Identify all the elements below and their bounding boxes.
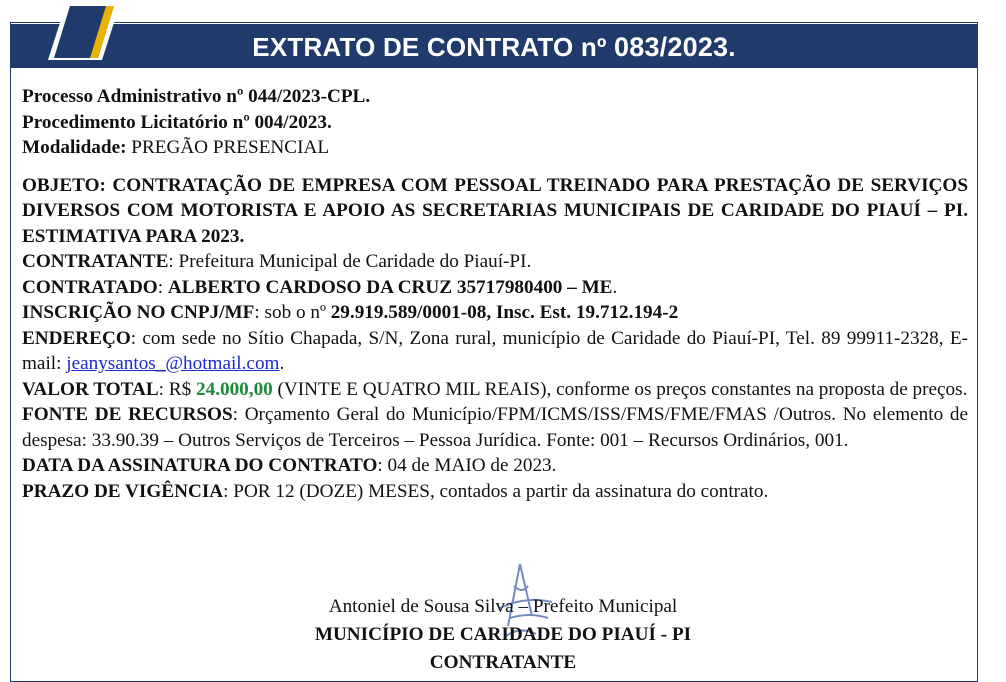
contratado-line: CONTRATADO: ALBERTO CARDOSO DA CRUZ 35717980400 – ME.	[22, 276, 618, 298]
modalidade-line: Modalidade: PREGÃO PRESENCIAL	[22, 137, 330, 158]
objeto-section: OBJETO: CONTRATAÇÃO DE EMPRESA COM PESSOAL TREINADO PARA PRESTAÇÃO DE SERVIÇOS DIVERSOS COM MOTORISTA E APOIO AS SECRETARIAS MUNICIPAIS DE CARIDADE DO PIAUÍ – PI. ESTIMATIVA PARA 2023.	[22, 174, 968, 247]
valor-section: VALOR TOTAL: R$ 24.000,00 (VINTE E QUATRO MIL REAIS), conforme os preços constantes na proposta de preços.	[22, 378, 968, 400]
signer-entity: MUNICÍPIO DE CARIDADE DO PIAUÍ - PI	[314, 624, 692, 645]
title-banner	[11, 24, 977, 68]
signer-name: Antoniel de Sousa Silva – Prefeito Municipal	[328, 596, 678, 617]
contract-number: 083/2023	[614, 32, 729, 62]
title-suffix: .	[728, 32, 736, 62]
data-assinatura-line: DATA DA ASSINATURA DO CONTRATO: 04 de MAIO de 2023.	[22, 455, 557, 476]
endereco-section: ENDEREÇO: com sede no Sítio Chapada, S/N, Zona rural, município de Caridade do Piauí-PI, Tel. 89 99911-2328, E-mail: jeanysantos_@hotmail.com.	[22, 327, 968, 374]
municipal-logo-icon	[48, 2, 120, 66]
valor-amount: 24.000,00	[196, 378, 273, 400]
contratante-line: CONTRATANTE: Prefeitura Municipal de Caridade do Piauí-PI.	[22, 251, 532, 272]
signature-block	[0, 593, 1006, 677]
procedure-number: Procedimento Licitatório nº 004/2023.	[22, 111, 332, 133]
cnpj-line: INSCRIÇÃO NO CNPJ/MF: sob o nº 29.919.589/0001-08, Insc. Est. 19.712.194-2	[22, 302, 679, 323]
process-admin: Processo Administrativo nº 044/2023-CPL.	[22, 86, 371, 107]
title-prefix: EXTRATO DE CONTRATO nº	[252, 32, 615, 62]
email-link[interactable]: jeanysantos_@hotmail.com	[66, 353, 280, 374]
signer-role: CONTRATANTE	[429, 652, 577, 673]
prazo-line: PRAZO DE VIGÊNCIA: POR 12 (DOZE) MESES, contados a partir da assinatura do contrato.	[22, 480, 769, 502]
contract-body	[22, 84, 968, 504]
fonte-section: FONTE DE RECURSOS: Orçamento Geral do Município/FPM/ICMS/ISS/FMS/FME/FMAS /Outros. No elemento de despesa: 33.90.39 – Outros Serviços de Terceiros – Pessoa Jurídica. Fonte: 001 – Recursos Ordinários, 001.	[22, 404, 968, 451]
